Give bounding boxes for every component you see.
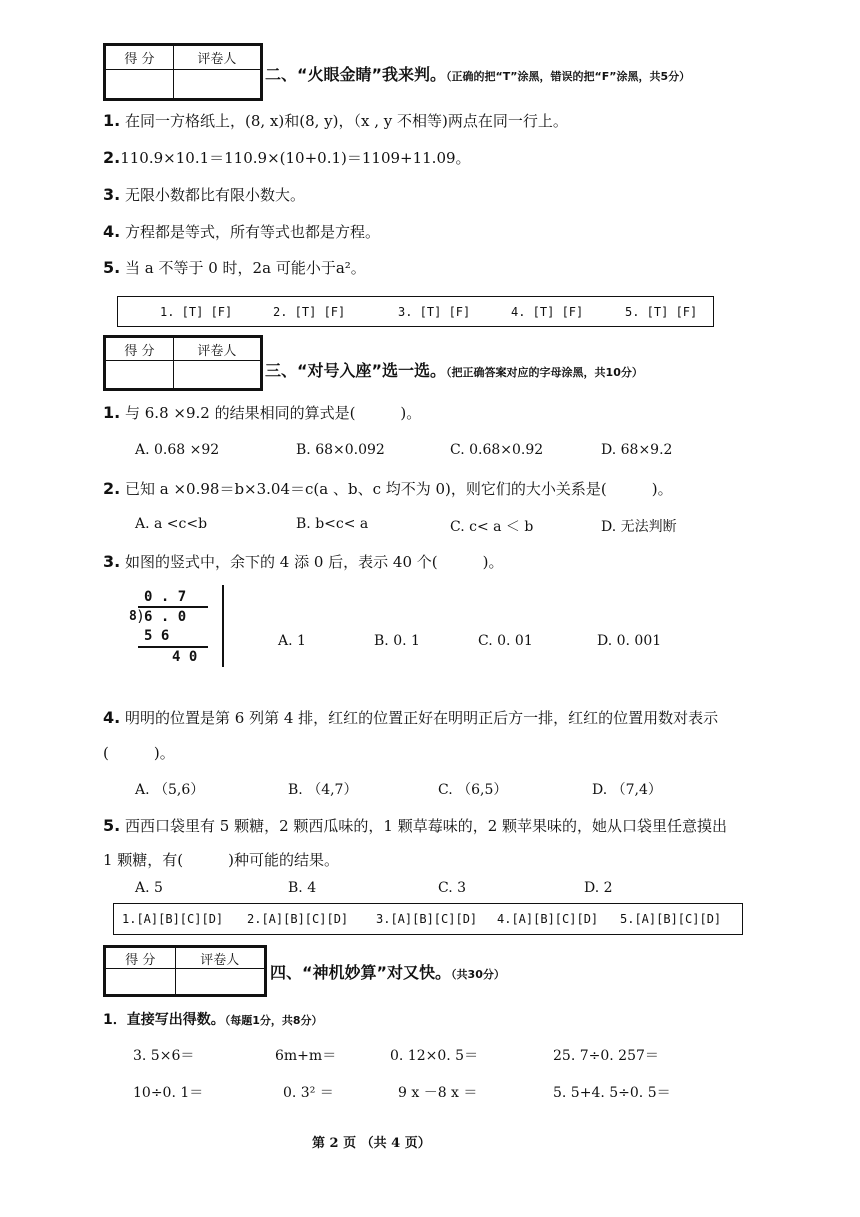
section3-title: 三、“对号入座”选一选。（把正确答案对应的字母涂黑，共10分） bbox=[265, 361, 643, 380]
subtrahend: 5 6 bbox=[144, 628, 170, 644]
s2-answer-5[interactable]: 5. [T] [F] bbox=[625, 304, 698, 319]
s2-question-2: 2.110.9×10.1＝110.9×(10+0.1)＝1109+11.09。 bbox=[103, 148, 471, 167]
s2-question-1: 1. 在同一方格纸上，(8, x)和(8, y)，（x , y 不相等)两点在同一行上。 bbox=[103, 111, 568, 130]
calc-item: 3. 5×6＝ bbox=[133, 1048, 195, 1064]
s2-answer-2[interactable]: 2. [T] [F] bbox=[273, 304, 346, 319]
grader-cell[interactable] bbox=[173, 70, 260, 99]
s2-answer-1[interactable]: 1. [T] [F] bbox=[160, 304, 233, 319]
calc-item: 25. 7÷0. 257＝ bbox=[553, 1048, 659, 1064]
calc-item: 9 x －8 x ＝ bbox=[398, 1085, 478, 1101]
s2-question-5: 5. 当 a 不等于 0 时，2a 可能小于a²。 bbox=[103, 258, 366, 277]
calc-item: 5. 5+4. 5÷0. 5＝ bbox=[553, 1085, 671, 1101]
score-cell[interactable] bbox=[106, 70, 174, 99]
s3-q4-option-c: C. （6,5） bbox=[438, 782, 508, 798]
remainder: 4 0 bbox=[172, 649, 198, 665]
long-division-figure: 0 . 7 8 ) 6 . 0 5 6 4 0 bbox=[112, 585, 224, 667]
page-footer: 第 2 页 （共 4 页） bbox=[312, 1136, 431, 1151]
s2-question-3: 3. 无限小数都比有限小数大。 bbox=[103, 185, 306, 204]
score-box bbox=[103, 43, 263, 101]
calc-item: 0. 3² ＝ bbox=[283, 1085, 334, 1101]
s3-q2-option-d: D. 无法判断 bbox=[601, 519, 677, 535]
s2-question-4: 4. 方程都是等式，所有等式也都是方程。 bbox=[103, 222, 381, 241]
s3-question-3: 3. 如图的竖式中，余下的 4 添 0 后，表示 40 个( )。 bbox=[103, 552, 504, 571]
divisor: 8 bbox=[129, 609, 137, 624]
s3-question-2: 2. 已知 a ×0.98＝b×3.04＝c(a 、b、c 均不为 0)，则它们的大小关系是( )。 bbox=[103, 479, 673, 498]
s3-question-4: 4. 明明的位置是第 6 列第 4 排，红红的位置正好在明明正后方一排，红红的位置用数对表示 bbox=[103, 708, 719, 727]
calc-item: 10÷0. 1＝ bbox=[133, 1085, 204, 1101]
s3-q5-option-c: C. 3 bbox=[438, 880, 467, 896]
score-cell[interactable] bbox=[106, 361, 174, 389]
s3-q1-option-c: C. 0.68×0.92 bbox=[450, 442, 544, 458]
s3-answer-4[interactable]: 4.[A][B][C][D] bbox=[497, 912, 599, 926]
s3-q3-option-d: D. 0. 001 bbox=[597, 633, 662, 649]
s3-answer-5[interactable]: 5.[A][B][C][D] bbox=[620, 912, 722, 926]
s3-answer-3[interactable]: 3.[A][B][C][D] bbox=[376, 912, 478, 926]
quotient: 0 . 7 bbox=[144, 589, 187, 605]
s3-q4-option-b: B. （4,7） bbox=[288, 782, 358, 798]
section4-title: 四、“神机妙算”对又快。（共30分） bbox=[270, 963, 505, 982]
score-label: 得 分 bbox=[106, 46, 174, 70]
s3-q2-option-a: A. a <c<b bbox=[135, 516, 208, 532]
score-box bbox=[103, 335, 263, 391]
s3-q5-option-d: D. 2 bbox=[584, 880, 613, 896]
s3-question-4-cont: ( )。 bbox=[103, 744, 175, 762]
s3-answer-1[interactable]: 1.[A][B][C][D] bbox=[122, 912, 224, 926]
score-label: 得 分 bbox=[106, 948, 176, 969]
s3-answer-bar bbox=[113, 903, 743, 935]
calc-item: 6m+m＝ bbox=[275, 1048, 337, 1064]
s3-q2-option-b: B. b<c< a bbox=[296, 516, 369, 532]
s3-question-5: 5. 西西口袋里有 5 颗糖，2 颗西瓜味的，1 颗草莓味的，2 颗苹果味的，她从口袋里任意摸出 bbox=[103, 816, 728, 835]
grader-label: 评卷人 bbox=[175, 948, 264, 969]
s3-q3-option-a: A. 1 bbox=[278, 633, 306, 649]
s2-answer-3[interactable]: 3. [T] [F] bbox=[398, 304, 471, 319]
s3-q3-option-c: C. 0. 01 bbox=[478, 633, 533, 649]
grader-cell[interactable] bbox=[175, 969, 264, 995]
s3-q1-option-a: A. 0.68 ×92 bbox=[135, 442, 220, 458]
calc-item: 0. 12×0. 5＝ bbox=[390, 1048, 479, 1064]
s3-question-5-cont: 1 颗糖，有( )种可能的结果。 bbox=[103, 851, 340, 869]
s2-answer-bar bbox=[117, 296, 714, 327]
grader-label: 评卷人 bbox=[173, 338, 260, 361]
grader-cell[interactable] bbox=[173, 361, 260, 389]
section2-title: 二、“火眼金睛”我来判。（正确的把“T”涂黑，错误的把“F”涂黑，共5分） bbox=[265, 65, 691, 84]
score-cell[interactable] bbox=[106, 969, 176, 995]
s3-answer-2[interactable]: 2.[A][B][C][D] bbox=[247, 912, 349, 926]
s2-answer-4[interactable]: 4. [T] [F] bbox=[511, 304, 584, 319]
s3-q4-option-a: A. （5,6） bbox=[135, 782, 205, 798]
s3-q1-option-b: B. 68×0.092 bbox=[296, 442, 385, 458]
s3-q3-option-b: B. 0. 1 bbox=[374, 633, 420, 649]
s3-q1-option-d: D. 68×9.2 bbox=[601, 442, 673, 458]
grader-label: 评卷人 bbox=[173, 46, 260, 70]
score-box bbox=[103, 945, 267, 997]
s3-q2-option-c: C. c< a ＜ b bbox=[450, 519, 534, 535]
s4-sub1-heading: 1．直接写出得数。（每题1分，共8分） bbox=[103, 1012, 323, 1028]
s3-q4-option-d: D. （7,4） bbox=[592, 782, 662, 798]
s3-question-1: 1. 与 6.8 ×9.2 的结果相同的算式是( )。 bbox=[103, 403, 422, 422]
s3-q5-option-b: B. 4 bbox=[288, 880, 317, 896]
dividend: 6 . 0 bbox=[144, 609, 187, 625]
s3-q5-option-a: A. 5 bbox=[135, 880, 163, 896]
score-label: 得 分 bbox=[106, 338, 174, 361]
